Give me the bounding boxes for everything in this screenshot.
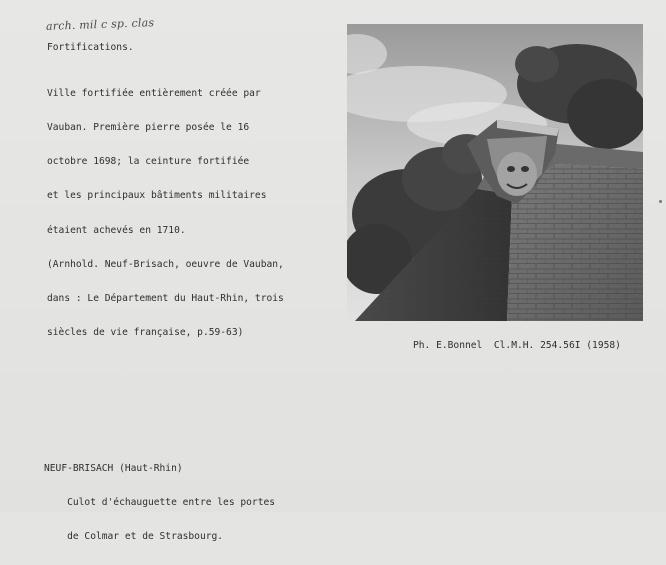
description-line: octobre 1698; la ceinture fortifiée [47,156,250,168]
description-line: (Arnhold. Neuf-Brisach, oeuvre de Vauban, [47,258,284,270]
description-line: Vauban. Première pierre posée le 16 [47,122,250,134]
margin-dot [659,200,662,203]
handwritten-annotation: arch. mil c sp. clas [45,16,155,33]
record-heading: Fortifications. [47,42,134,53]
photo-credit: Ph. E.Bonnel Cl.M.H. 254.56I (1958) [413,340,621,351]
description-line: Ville fortifiée entièrement créée par [47,87,261,99]
caption-line: NEUF-BRISACH (Haut-Rhin) [44,462,183,474]
caption [44,440,275,565]
description-line: et les principaux bâtiments militaires [47,190,267,202]
description-line: étaient achevés en 1710. [47,224,186,236]
record-description [47,65,284,362]
caption-line: de Colmar et de Strasbourg. [44,531,224,543]
caption-line: Culot d'échauguette entre les portes [44,497,276,509]
description-line: dans : Le Département du Haut-Rhin, trois [47,293,284,305]
fortification-photo [347,24,643,321]
description-line: siècles de vie française, p.59-63) [47,327,244,339]
photograph [347,24,643,321]
mascaron [497,152,537,196]
